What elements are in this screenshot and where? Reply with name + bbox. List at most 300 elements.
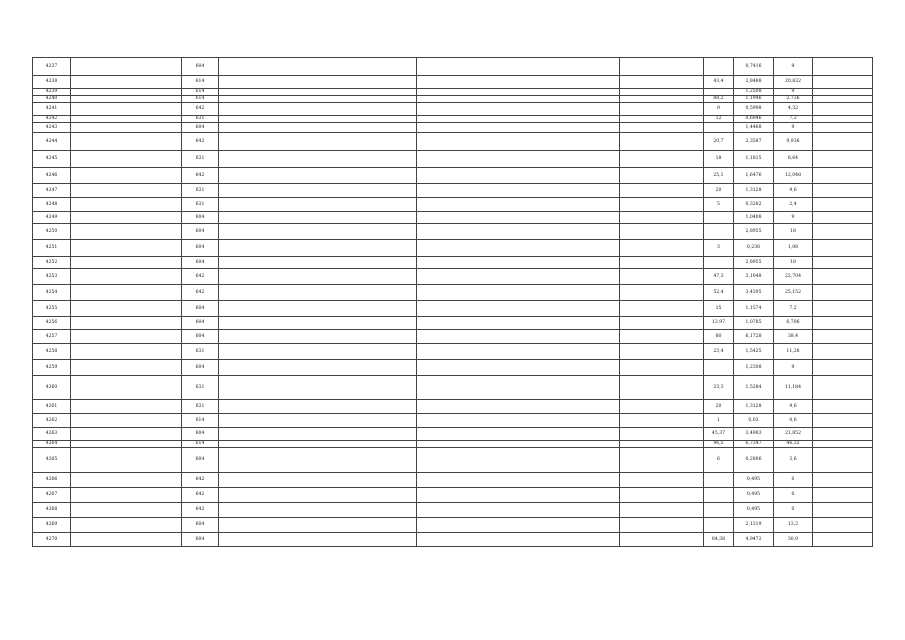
object-type-cell [71,212,182,224]
value-cell: 12,048 [774,168,813,184]
row-number: 4270 [33,533,71,547]
code-cell: 642 [182,103,219,116]
object-type-cell [71,448,182,473]
value-cell: 11,28 [774,344,813,360]
row-number: 4260 [33,376,71,400]
owner-cell [417,96,620,103]
extra-cell [813,344,873,360]
owner-cell [417,212,620,224]
table-row [33,212,873,224]
code-cell: 604 [182,123,219,133]
object-kind-cell [620,376,704,400]
code-cell: 642 [182,269,219,285]
value-cell: 0 [774,503,813,518]
address-cell [219,76,417,89]
row-number: 4265 [33,448,71,473]
address-cell [219,168,417,184]
code-cell: 604 [182,257,219,269]
table-row [33,240,873,257]
address-cell [219,212,417,224]
table-row [33,448,873,473]
code-cell: 604 [182,330,219,344]
extra-cell [813,533,873,547]
coefficient-cell: 1,3128 [734,400,774,414]
coefficient-cell: 1,5284 [734,376,774,400]
extra-cell [813,198,873,212]
extra-cell [813,116,873,123]
extra-cell [813,89,873,96]
object-kind-cell [620,400,704,414]
owner-cell [417,89,620,96]
table-row [33,133,873,151]
object-kind-cell [620,301,704,317]
extra-cell [813,103,873,116]
address-cell [219,317,417,330]
value-cell: 0 [774,488,813,503]
code-cell: 614 [182,441,219,448]
row-number: 4242 [33,116,71,123]
area-cell: 9 [704,103,734,116]
area-cell [704,473,734,488]
address-cell [219,96,417,103]
value-cell: 9 [774,123,813,133]
address-cell [219,184,417,198]
address-cell [219,473,417,488]
object-type-cell [71,58,182,76]
owner-cell [417,184,620,198]
address-cell [219,428,417,441]
row-number: 4257 [33,330,71,344]
coefficient-cell: 0,236 [734,240,774,257]
table-row [33,103,873,116]
extra-cell [813,400,873,414]
coefficient-cell: 1,5425 [734,344,774,360]
object-kind-cell [620,224,704,240]
object-type-cell [71,330,182,344]
owner-cell [417,168,620,184]
table-row [33,116,873,123]
extra-cell [813,360,873,376]
extra-cell [813,96,873,103]
table-row [33,360,873,376]
owner-cell [417,198,620,212]
row-number: 4243 [33,123,71,133]
object-type-cell [71,441,182,448]
address-cell [219,58,417,76]
area-cell: 15 [704,301,734,317]
object-kind-cell [620,116,704,123]
value-cell: 3,6 [774,448,813,473]
address-cell [219,344,417,360]
object-type-cell [71,151,182,168]
table-row [33,198,873,212]
owner-cell [417,330,620,344]
coefficient-cell: 1,1815 [734,151,774,168]
value-cell: 25,152 [774,285,813,301]
value-cell: 11,184 [774,376,813,400]
row-number: 4255 [33,301,71,317]
value-cell: 0 [774,473,813,488]
area-cell [704,257,734,269]
coefficient-cell: 0,2806 [734,448,774,473]
table-row [33,317,873,330]
value-cell: 18 [774,257,813,269]
object-type-cell [71,518,182,533]
row-number: 4256 [33,317,71,330]
code-cell: 614 [182,76,219,89]
coefficient-cell: 2,1319 [734,518,774,533]
object-kind-cell [620,428,704,441]
object-type-cell [71,89,182,96]
coefficient-cell: 6,7347 [734,441,774,448]
row-number: 4261 [33,400,71,414]
owner-cell [417,76,620,89]
address-cell [219,488,417,503]
code-cell: 614 [182,89,219,96]
owner-cell [417,123,620,133]
address-cell [219,89,417,96]
owner-cell [417,301,620,317]
object-kind-cell [620,533,704,547]
code-cell: 614 [182,414,219,428]
object-kind-cell [620,441,704,448]
object-type-cell [71,533,182,547]
extra-cell [813,414,873,428]
code-cell: 631 [182,116,219,123]
object-type-cell [71,96,182,103]
owner-cell [417,488,620,503]
code-cell: 604 [182,301,219,317]
owner-cell [417,224,620,240]
row-number: 4238 [33,76,71,89]
code-cell: 614 [182,96,219,103]
object-kind-cell [620,184,704,198]
value-cell: 9,936 [774,133,813,151]
code-cell: 631 [182,198,219,212]
value-cell: 6,706 [774,317,813,330]
address-cell [219,151,417,168]
value-cell: 9,6 [774,400,813,414]
row-number: 4239 [33,89,71,96]
coefficient-cell: 1,6476 [734,168,774,184]
code-cell: 642 [182,133,219,151]
value-cell: 13,2 [774,518,813,533]
object-kind-cell [620,89,704,96]
table-row [33,76,873,89]
object-type-cell [71,376,182,400]
table-row [33,257,873,269]
address-cell [219,301,417,317]
owner-cell [417,240,620,257]
object-type-cell [71,301,182,317]
row-number: 4247 [33,184,71,198]
row-number: 4248 [33,198,71,212]
row-number: 4267 [33,488,71,503]
area-cell: 25,1 [704,168,734,184]
object-type-cell [71,133,182,151]
object-kind-cell [620,58,704,76]
area-cell: 20 [704,184,734,198]
address-cell [219,133,417,151]
object-kind-cell [620,414,704,428]
owner-cell [417,518,620,533]
code-cell: 604 [182,240,219,257]
code-cell: 604 [182,360,219,376]
coefficient-cell: 2,8488 [734,76,774,89]
coefficient-cell: 1,4468 [734,123,774,133]
area-cell: 23,3 [704,376,734,400]
row-number: 4253 [33,269,71,285]
area-cell [704,503,734,518]
register-body [33,58,873,547]
extra-cell [813,448,873,473]
value-cell: 30,9 [774,533,813,547]
value-cell: 9 [774,212,813,224]
table-row [33,58,873,76]
owner-cell [417,503,620,518]
object-kind-cell [620,151,704,168]
area-cell [704,89,734,96]
row-number: 4249 [33,212,71,224]
area-cell [704,360,734,376]
coefficient-cell: 0,5998 [734,103,774,116]
coefficient-cell: 2,8955 [734,224,774,240]
row-number: 4269 [33,518,71,533]
coefficient-cell: 0,495 [734,488,774,503]
coefficient-cell: 4,9472 [734,533,774,547]
address-cell [219,116,417,123]
area-cell: 20,7 [704,133,734,151]
object-kind-cell [620,285,704,301]
owner-cell [417,473,620,488]
address-cell [219,441,417,448]
value-cell: 22,704 [774,269,813,285]
coefficient-cell: 0,03 [734,414,774,428]
value-cell: 4,32 [774,103,813,116]
value-cell: 21,852 [774,428,813,441]
owner-cell [417,116,620,123]
extra-cell [813,58,873,76]
area-cell: 1 [704,414,734,428]
value-cell: 9,6 [774,184,813,198]
extra-cell [813,123,873,133]
owner-cell [417,414,620,428]
value-cell: 18 [774,224,813,240]
address-cell [219,224,417,240]
coefficient-cell: 3,4395 [734,285,774,301]
area-cell: 23,4 [704,344,734,360]
value-cell: 38,4 [774,330,813,344]
code-cell: 631 [182,344,219,360]
extra-cell [813,151,873,168]
extra-cell [813,212,873,224]
value-cell: 2,736 [774,96,813,103]
coefficient-cell: 1,1574 [734,301,774,317]
code-cell: 604 [182,317,219,330]
object-type-cell [71,360,182,376]
object-kind-cell [620,198,704,212]
extra-cell [813,473,873,488]
owner-cell [417,285,620,301]
extra-cell [813,184,873,198]
object-type-cell [71,168,182,184]
code-cell: 604 [182,58,219,76]
object-type-cell [71,116,182,123]
extra-cell [813,301,873,317]
row-number: 4266 [33,473,71,488]
object-kind-cell [620,330,704,344]
address-cell [219,360,417,376]
code-cell: 604 [182,212,219,224]
value-cell: 1,08 [774,240,813,257]
object-type-cell [71,503,182,518]
table-row [33,473,873,488]
object-kind-cell [620,503,704,518]
table-row [33,344,873,360]
owner-cell [417,133,620,151]
area-cell [704,224,734,240]
row-number: 4241 [33,103,71,116]
value-cell: 46,32 [774,441,813,448]
row-number: 4259 [33,360,71,376]
address-cell [219,518,417,533]
address-cell [219,533,417,547]
table-row [33,168,873,184]
row-number: 4251 [33,240,71,257]
coefficient-cell: 0,495 [734,473,774,488]
object-type-cell [71,257,182,269]
object-kind-cell [620,133,704,151]
coefficient-cell: 0,3282 [734,198,774,212]
object-kind-cell [620,76,704,89]
object-kind-cell [620,269,704,285]
row-number: 4252 [33,257,71,269]
area-cell: 5 [704,198,734,212]
area-cell: 80 [704,330,734,344]
area-cell [704,123,734,133]
code-cell: 604 [182,533,219,547]
area-cell [704,212,734,224]
area-cell: 12 [704,116,734,123]
object-kind-cell [620,488,704,503]
address-cell [219,503,417,518]
owner-cell [417,448,620,473]
area-cell: 13,97 [704,317,734,330]
extra-cell [813,240,873,257]
address-cell [219,330,417,344]
object-type-cell [71,317,182,330]
coefficient-cell: 2,8955 [734,257,774,269]
table-row [33,441,873,448]
code-cell: 631 [182,184,219,198]
object-type-cell [71,184,182,198]
area-cell: 3 [704,240,734,257]
extra-cell [813,518,873,533]
object-type-cell [71,76,182,89]
object-type-cell [71,224,182,240]
object-kind-cell [620,240,704,257]
code-cell: 604 [182,428,219,441]
object-kind-cell [620,448,704,473]
code-cell: 642 [182,285,219,301]
owner-cell [417,376,620,400]
code-cell: 604 [182,448,219,473]
owner-cell [417,58,620,76]
coefficient-cell: 1,3128 [734,184,774,198]
owner-cell [417,400,620,414]
object-kind-cell [620,103,704,116]
extra-cell [813,503,873,518]
extra-cell [813,257,873,269]
object-kind-cell [620,123,704,133]
code-cell: 642 [182,503,219,518]
object-type-cell [71,400,182,414]
extra-cell [813,224,873,240]
extra-cell [813,133,873,151]
area-cell [704,518,734,533]
table-row [33,301,873,317]
coefficient-cell: 3,4983 [734,428,774,441]
coefficient-cell: 1,2308 [734,360,774,376]
address-cell [219,240,417,257]
area-cell: 84,38 [704,533,734,547]
table-row [33,533,873,547]
address-cell [219,198,417,212]
coefficient-cell: 0,495 [734,503,774,518]
code-cell: 642 [182,488,219,503]
owner-cell [417,441,620,448]
code-cell: 604 [182,518,219,533]
address-cell [219,448,417,473]
owner-cell [417,533,620,547]
object-kind-cell [620,212,704,224]
coefficient-cell: 3,1048 [734,269,774,285]
coefficient-cell: 1,0785 [734,317,774,330]
object-kind-cell [620,518,704,533]
table-row [33,123,873,133]
address-cell [219,103,417,116]
row-number: 4250 [33,224,71,240]
object-kind-cell [620,317,704,330]
owner-cell [417,257,620,269]
row-number: 4258 [33,344,71,360]
extra-cell [813,285,873,301]
area-cell: 45,37 [704,428,734,441]
address-cell [219,269,417,285]
object-kind-cell [620,473,704,488]
object-type-cell [71,285,182,301]
area-cell: 96,5 [704,441,734,448]
table-row [33,224,873,240]
table-row [33,330,873,344]
code-cell: 642 [182,473,219,488]
code-cell: 642 [182,168,219,184]
row-number: 4264 [33,441,71,448]
value-cell: 7,2 [774,301,813,317]
extra-cell [813,269,873,285]
owner-cell [417,428,620,441]
extra-cell [813,376,873,400]
object-type-cell [71,428,182,441]
coefficient-cell: 6,1728 [734,330,774,344]
object-type-cell [71,269,182,285]
object-kind-cell [620,344,704,360]
owner-cell [417,151,620,168]
table-row [33,503,873,518]
table-row [33,518,873,533]
table-row [33,285,873,301]
value-cell: 7,2 [774,116,813,123]
